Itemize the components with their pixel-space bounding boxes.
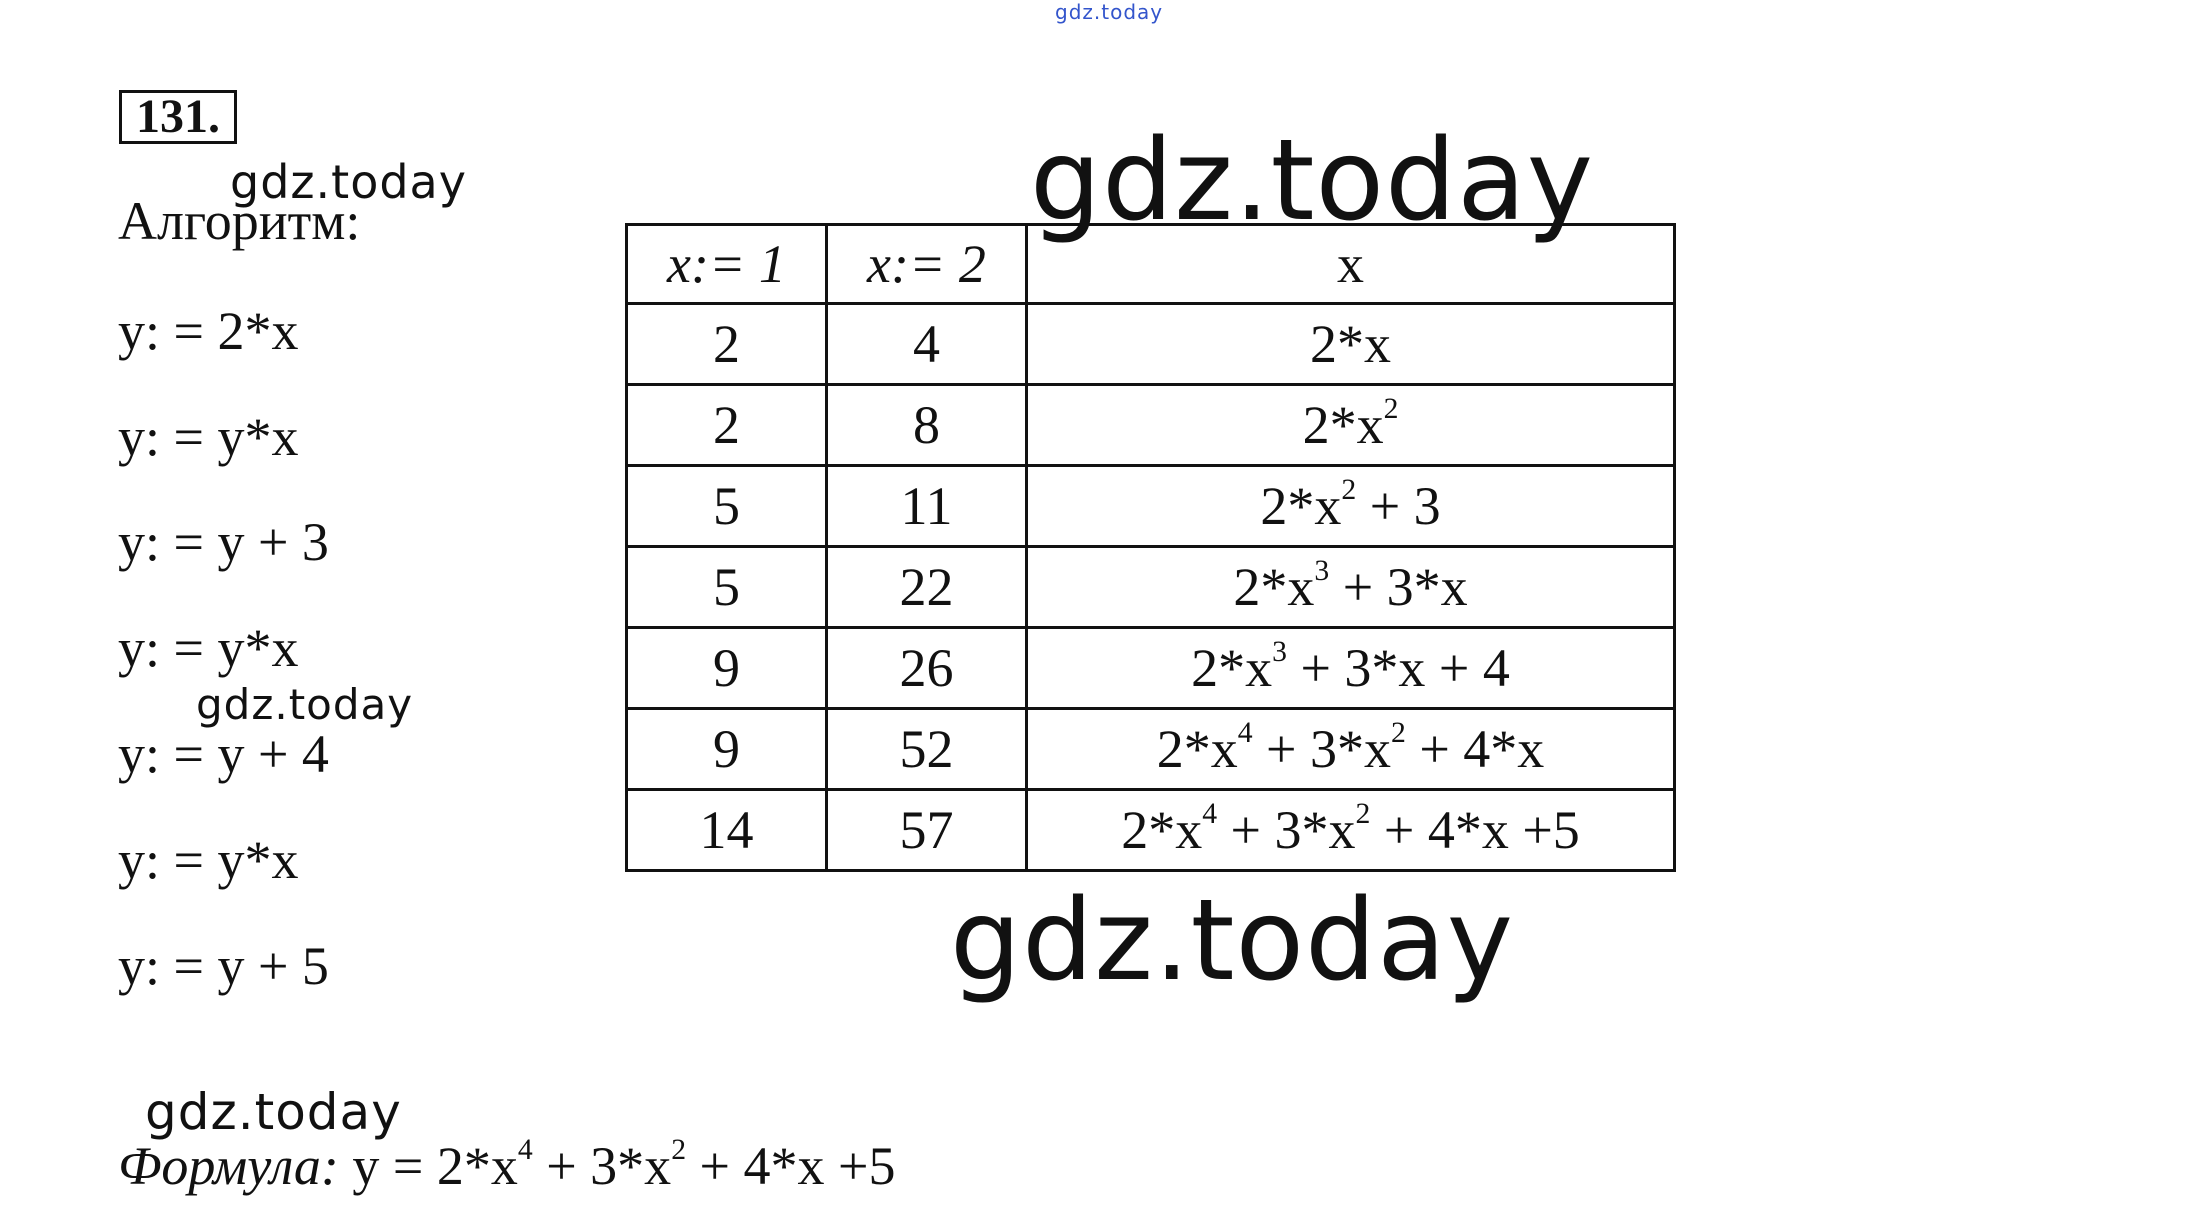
exponent: 4	[1202, 797, 1218, 830]
expression-text: y = 2*x	[338, 1136, 518, 1196]
expression-text: 2*x	[1302, 395, 1384, 455]
table-row	[627, 304, 1675, 385]
header-x-equals-1: x:= 1	[627, 225, 827, 304]
cell-x2-value: 8	[827, 385, 1027, 466]
cell-x1-value: 2	[627, 304, 827, 385]
algorithm-step: y: = y*x	[118, 618, 299, 678]
cell-expression	[1027, 385, 1675, 466]
watermark-large-1: gdz.today	[1030, 116, 1595, 246]
expression-text: 2*x	[1156, 719, 1238, 779]
expression-text: + 3*x	[1217, 800, 1356, 860]
trace-table	[625, 223, 1676, 872]
watermark-small-2: gdz.today	[196, 680, 414, 729]
cell-x1-value: 14	[627, 790, 827, 871]
expression-text: 2*x	[1233, 557, 1315, 617]
algorithm-step: y: = y + 4	[118, 724, 329, 784]
cell-x1-value: 2	[627, 385, 827, 466]
table-row	[627, 628, 1675, 709]
expression-text: 2*x	[1310, 314, 1391, 374]
expression-text: + 3*x	[1329, 557, 1468, 617]
cell-expression	[1027, 709, 1675, 790]
cell-x2-value: 52	[827, 709, 1027, 790]
formula-expression	[338, 1133, 896, 1196]
cell-x2-value: 11	[827, 466, 1027, 547]
expression-text: + 4*x +5	[1370, 800, 1580, 860]
exponent: 2	[1391, 716, 1406, 749]
cell-x2-value: 57	[827, 790, 1027, 871]
exponent: 2	[671, 1133, 687, 1166]
cell-x2-value: 22	[827, 547, 1027, 628]
algorithm-step: y: = 2*x	[118, 301, 299, 361]
cell-x2-value: 26	[827, 628, 1027, 709]
cell-expression	[1027, 466, 1675, 547]
exponent: 4	[1237, 716, 1253, 749]
cell-x1-value: 9	[627, 709, 827, 790]
table-row	[627, 709, 1675, 790]
header-x: x	[1027, 225, 1675, 304]
header-x-equals-2: x:= 2	[827, 225, 1027, 304]
exponent: 2	[1341, 473, 1357, 506]
expression-text: + 4*x +5	[686, 1136, 896, 1196]
algorithm-step: y: = y + 3	[118, 512, 329, 572]
cell-expression	[1027, 628, 1675, 709]
expression-text: + 3*x	[532, 1136, 672, 1196]
table-row	[627, 466, 1675, 547]
watermark-top: gdz.today	[1055, 0, 1164, 24]
cell-x1-value: 5	[627, 466, 827, 547]
table-row	[627, 385, 1675, 466]
algorithm-step: y: = y + 5	[118, 936, 329, 996]
exponent: 4	[517, 1133, 533, 1166]
expression-text: + 3*x + 4	[1286, 638, 1510, 698]
exponent: 2	[1355, 797, 1371, 830]
algorithm-heading: Алгоритм:	[118, 191, 361, 251]
table-row	[627, 790, 1675, 871]
formula-line	[118, 1135, 895, 1197]
watermark-large-2: gdz.today	[950, 876, 1515, 1006]
exponent: 3	[1314, 554, 1330, 587]
watermark-small-1: gdz.today	[230, 155, 467, 209]
cell-x1-value: 5	[627, 547, 827, 628]
algorithm-step: y: = y*x	[118, 407, 299, 467]
cell-x2-value: 4	[827, 304, 1027, 385]
cell-expression	[1027, 304, 1675, 385]
cell-x1-value: 9	[627, 628, 827, 709]
expression-text: 2*x	[1121, 800, 1203, 860]
cell-expression	[1027, 547, 1675, 628]
algorithm-step: y: = y*x	[118, 830, 299, 890]
expression-text: + 3*x	[1252, 719, 1391, 779]
formula-label: Формула:	[118, 1136, 339, 1196]
expression-text: + 3	[1356, 476, 1441, 536]
problem-number: 131.	[119, 90, 237, 144]
expression-text: + 4*x	[1405, 719, 1545, 779]
table-row	[627, 547, 1675, 628]
exponent: 3	[1272, 635, 1287, 668]
exponent: 2	[1383, 392, 1399, 425]
expression-text: 2*x	[1260, 476, 1342, 536]
cell-expression	[1027, 790, 1675, 871]
watermark-small-3: gdz.today	[145, 1083, 402, 1141]
expression-text: 2*x	[1191, 638, 1273, 698]
